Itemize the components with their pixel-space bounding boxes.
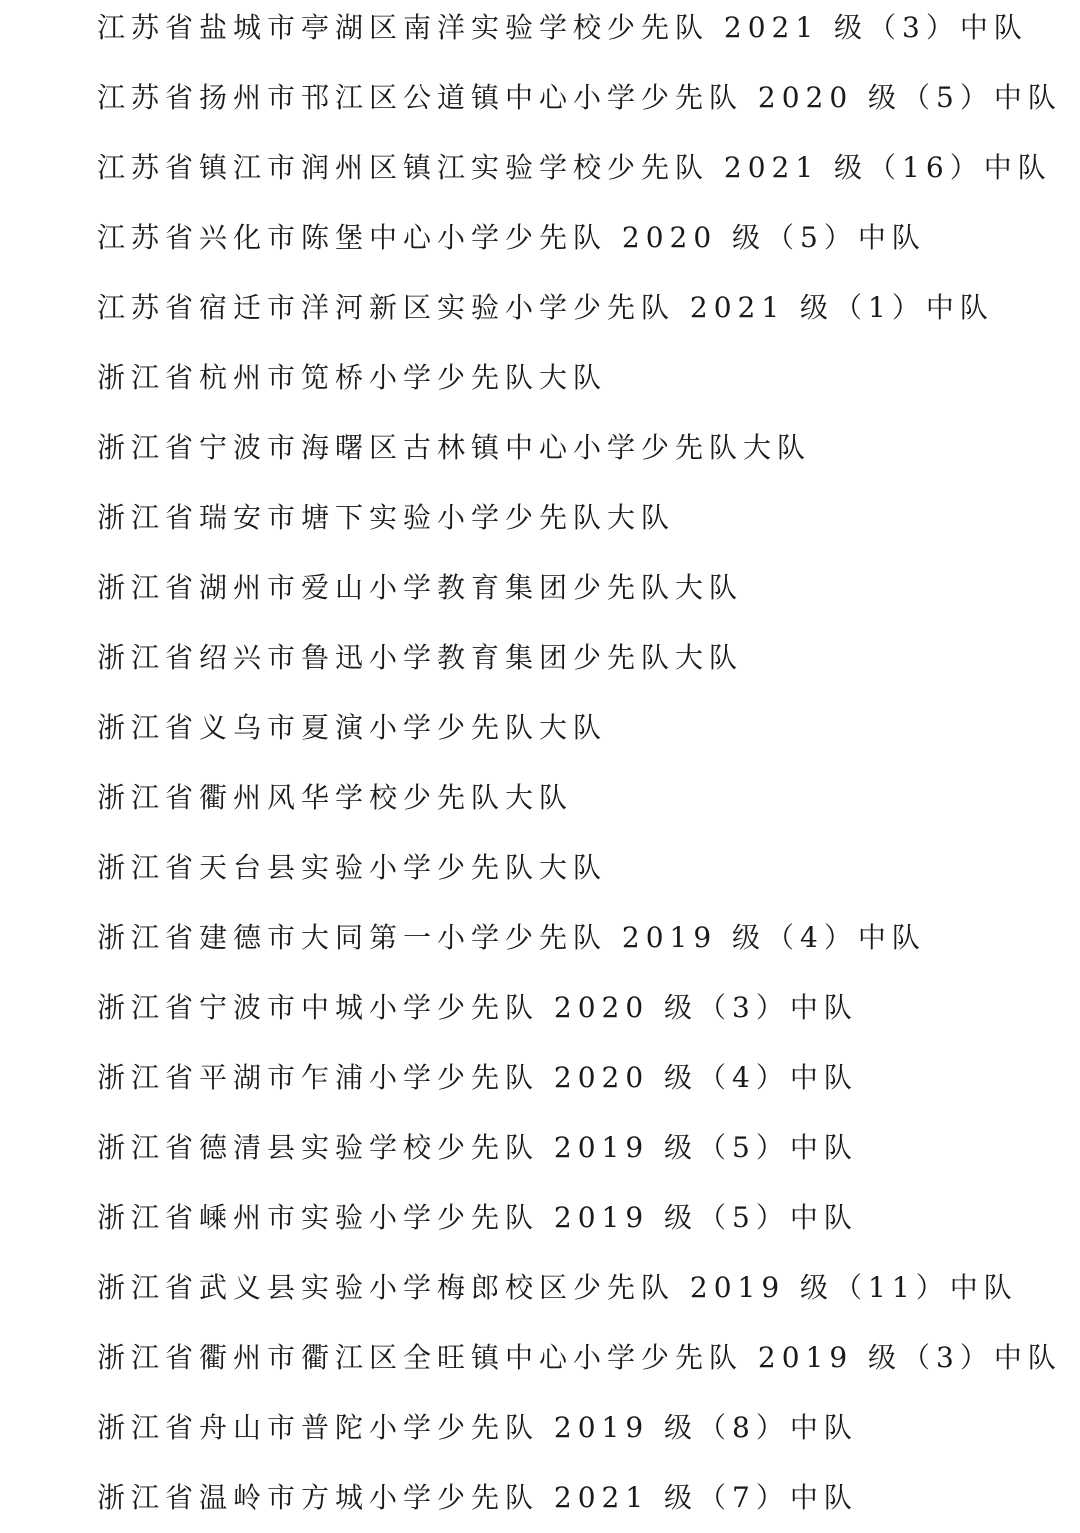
list-item: 浙江省宁波市中城小学少先队 2020 级（3）中队 <box>97 991 858 1024</box>
list-item: 浙江省温岭市方城小学少先队 2021 级（7）中队 <box>97 1481 858 1514</box>
list-item: 浙江省衢州市衢江区全旺镇中心小学少先队 2019 级（3）中队 <box>97 1341 1062 1374</box>
list-item: 浙江省嵊州市实验小学少先队 2019 级（5）中队 <box>97 1201 858 1234</box>
list-item: 江苏省盐城市亭湖区南洋实验学校少先队 2021 级（3）中队 <box>97 11 1028 44</box>
list-item: 浙江省武义县实验小学梅郎校区少先队 2019 级（11）中队 <box>97 1271 1018 1304</box>
list-item: 江苏省扬州市邗江区公道镇中心小学少先队 2020 级（5）中队 <box>97 81 1062 114</box>
list-item: 浙江省衢州风华学校少先队大队 <box>97 781 574 814</box>
list-item: 浙江省建德市大同第一小学少先队 2019 级（4）中队 <box>97 921 926 954</box>
list-item: 浙江省德清县实验学校少先队 2019 级（5）中队 <box>97 1131 858 1164</box>
list-item: 江苏省宿迁市洋河新区实验小学少先队 2021 级（1）中队 <box>97 291 994 324</box>
list-item: 浙江省义乌市夏演小学少先队大队 <box>97 711 608 744</box>
list-item: 江苏省兴化市陈堡中心小学少先队 2020 级（5）中队 <box>97 221 926 254</box>
list-item: 浙江省瑞安市塘下实验小学少先队大队 <box>97 501 676 534</box>
list-item: 浙江省杭州市笕桥小学少先队大队 <box>97 361 608 394</box>
list-item: 江苏省镇江市润州区镇江实验学校少先队 2021 级（16）中队 <box>97 151 1052 184</box>
honor-list <box>97 0 1067 1533</box>
list-item: 浙江省天台县实验小学少先队大队 <box>97 851 608 884</box>
list-item: 浙江省绍兴市鲁迅小学教育集团少先队大队 <box>97 641 744 674</box>
list-item: 浙江省舟山市普陀小学少先队 2019 级（8）中队 <box>97 1411 858 1444</box>
list-item: 浙江省平湖市乍浦小学少先队 2020 级（4）中队 <box>97 1061 858 1094</box>
list-item: 浙江省宁波市海曙区古林镇中心小学少先队大队 <box>97 431 812 464</box>
list-item: 浙江省湖州市爱山小学教育集团少先队大队 <box>97 571 744 604</box>
